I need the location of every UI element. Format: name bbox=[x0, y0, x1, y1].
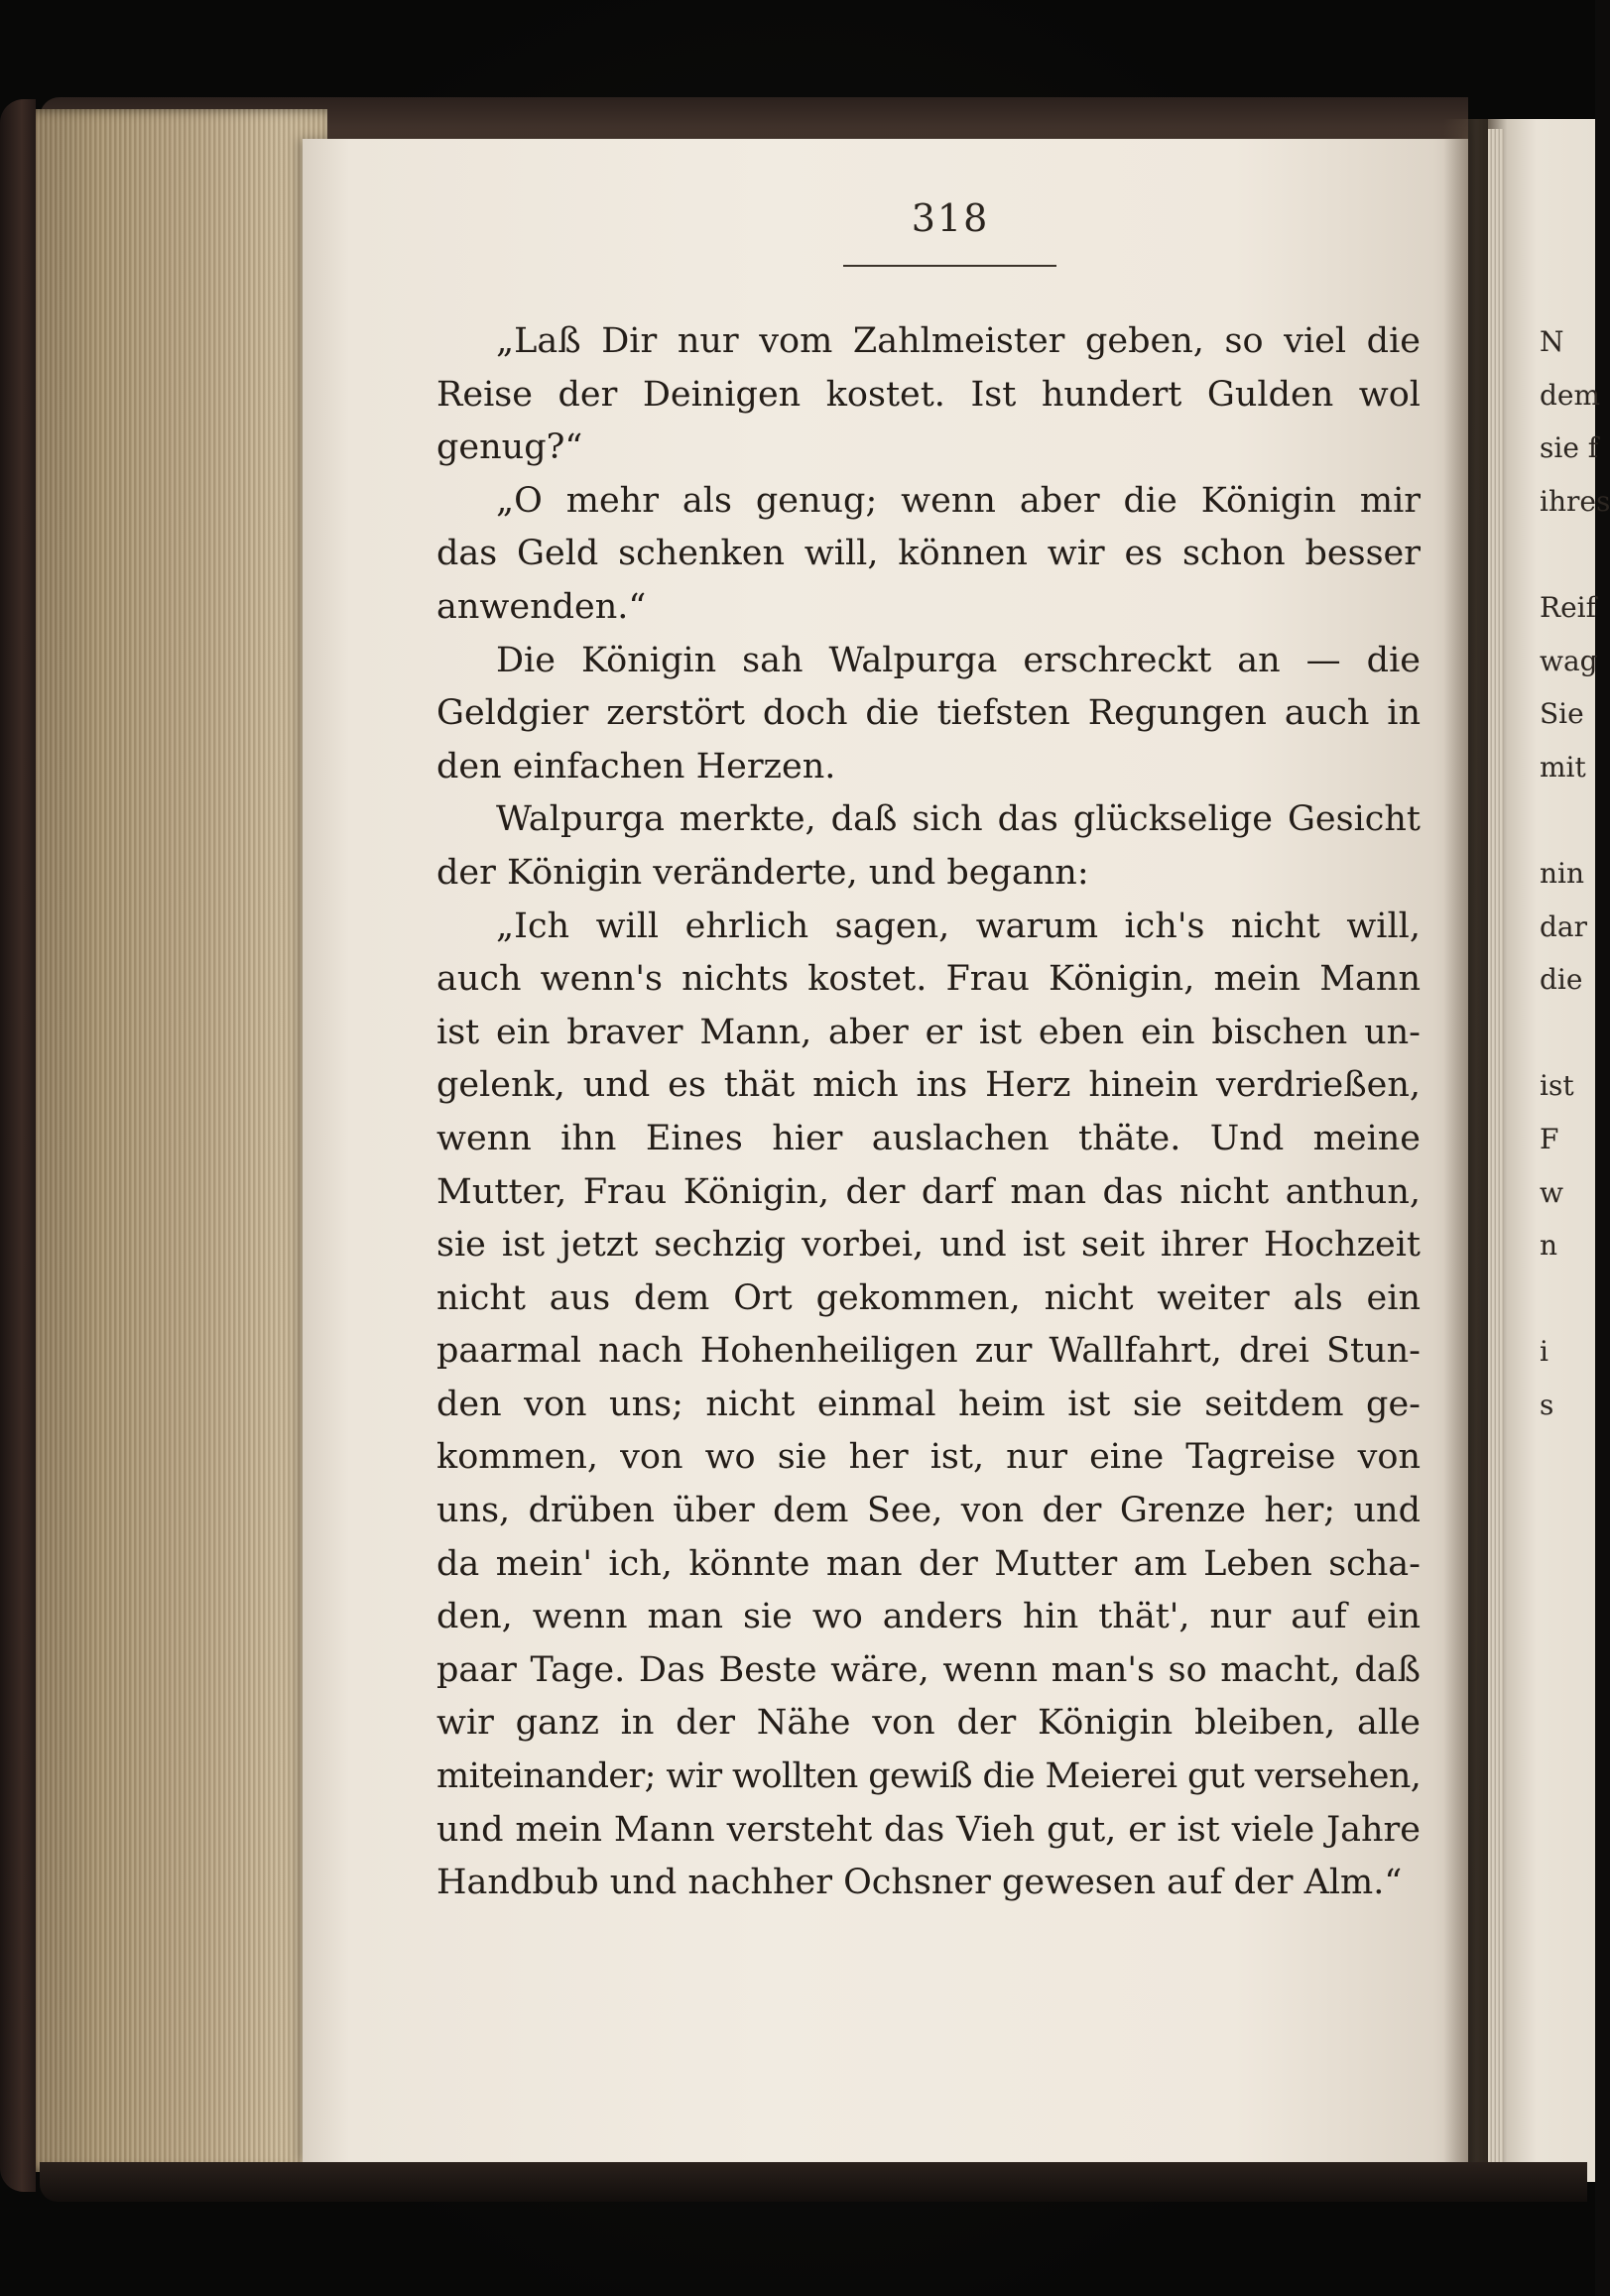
text-line: wenn ihn Eines hier auslachen thäte. Und meine bbox=[436, 1118, 1421, 1158]
text-line: miteinander; wir wollten gewiß die Meierei gut versehen, bbox=[436, 1756, 1422, 1797]
text-line: nicht aus dem Ort gekommen, nicht weiter als ein bbox=[436, 1277, 1421, 1318]
text-line: uns, drüben über dem See, von der Grenze her; und bbox=[436, 1491, 1421, 1531]
facing-page-fragment: Reif bbox=[1540, 591, 1596, 624]
text-line: kommen, von wo sie her ist, nur eine Tagreise von bbox=[436, 1437, 1421, 1478]
page-edges bbox=[0, 109, 327, 2172]
text-line: Geldgier zerstört doch die tiefsten Regungen auch in bbox=[436, 693, 1421, 734]
text-line: Reise der Deinigen kostet. Ist hundert Gulden wol bbox=[436, 374, 1421, 415]
facing-page-fragment: wag bbox=[1540, 644, 1598, 677]
text-line: genug?“ bbox=[436, 427, 583, 468]
facing-page-fragment: i bbox=[1540, 1335, 1548, 1369]
body-text bbox=[436, 315, 1421, 1910]
text-line: „Laß Dir nur vom Zahlmeister geben, so viel die bbox=[496, 321, 1421, 361]
facing-page-fragment: mit bbox=[1540, 750, 1586, 784]
book-cover-left bbox=[0, 99, 36, 2192]
text-line: das Geld schenken will, können wir es schon besser bbox=[436, 534, 1421, 574]
facing-page-fragment: nin bbox=[1540, 857, 1585, 890]
text-line: anwenden.“ bbox=[436, 586, 647, 627]
facing-page-fragment: dem bbox=[1540, 378, 1601, 412]
book-cover-bottom bbox=[40, 2162, 1587, 2202]
text-line: Handbub und nachher Ochsner gewesen auf der Alm.“ bbox=[436, 1863, 1403, 1903]
text-line: Die Königin sah Walpurga erschreckt an — die bbox=[496, 640, 1421, 680]
facing-page-fragment: n bbox=[1540, 1229, 1558, 1263]
facing-page-fragment: N bbox=[1540, 325, 1564, 358]
text-line: den einfachen Herzen. bbox=[436, 746, 836, 786]
text-line: paar Tage. Das Beste wäre, wenn man's so macht, daß bbox=[436, 1649, 1421, 1690]
facing-page-fragment: ihres bbox=[1540, 484, 1610, 518]
facing-page-fragment: w bbox=[1540, 1175, 1563, 1209]
text-line: da mein' ich, könnte man der Mutter am Leben scha- bbox=[436, 1543, 1421, 1584]
text-line: Walpurga merkte, daß sich das glückselige Gesicht bbox=[496, 799, 1421, 840]
text-line: den von uns; nicht einmal heim ist sie seitdem ge- bbox=[436, 1384, 1421, 1424]
text-line: „O mehr als genug; wenn aber die Königin mir bbox=[496, 480, 1421, 521]
facing-page-fragment: ist bbox=[1540, 1069, 1574, 1103]
text-line: ist ein braver Mann, aber er ist eben ein bischen un- bbox=[436, 1012, 1421, 1052]
text-line: paarmal nach Hohenheiligen zur Wallfahrt, drei Stun- bbox=[436, 1331, 1421, 1372]
facing-page-fragment: dar bbox=[1540, 909, 1588, 943]
text-line: wir ganz in der Nähe von der Königin bleiben, alle bbox=[436, 1703, 1421, 1744]
facing-page-fragment: F bbox=[1540, 1123, 1559, 1155]
text-line: der Königin veränderte, und begann: bbox=[436, 852, 1089, 893]
page-number: 318 bbox=[911, 196, 990, 240]
facing-page-fragment: s bbox=[1540, 1389, 1554, 1421]
text-line: Mutter, Frau Königin, der darf man das nicht anthun, bbox=[436, 1171, 1421, 1212]
text-line: und mein Mann versteht das Vieh gut, er ist viele Jahre bbox=[436, 1809, 1421, 1850]
text-line: den, wenn man sie wo anders hin thät', nur auf ein bbox=[436, 1597, 1421, 1637]
text-line: auch wenn's nichts kostet. Frau Königin, mein Mann bbox=[436, 959, 1421, 1000]
facing-page-fragment: sie f bbox=[1540, 431, 1599, 465]
header-rule bbox=[843, 265, 1056, 267]
facing-page-fragment: die bbox=[1540, 963, 1583, 997]
text-line: sie ist jetzt sechzig vorbei, und ist seit ihrer Hochzeit bbox=[436, 1225, 1421, 1266]
facing-page-edge bbox=[1488, 129, 1504, 2172]
text-line: „Ich will ehrlich sagen, warum ich's nicht will, bbox=[496, 906, 1421, 946]
text-line: gelenk, und es thät mich ins Herz hinein verdrießen, bbox=[436, 1065, 1421, 1106]
facing-page-fragment: Sie bbox=[1540, 697, 1584, 731]
